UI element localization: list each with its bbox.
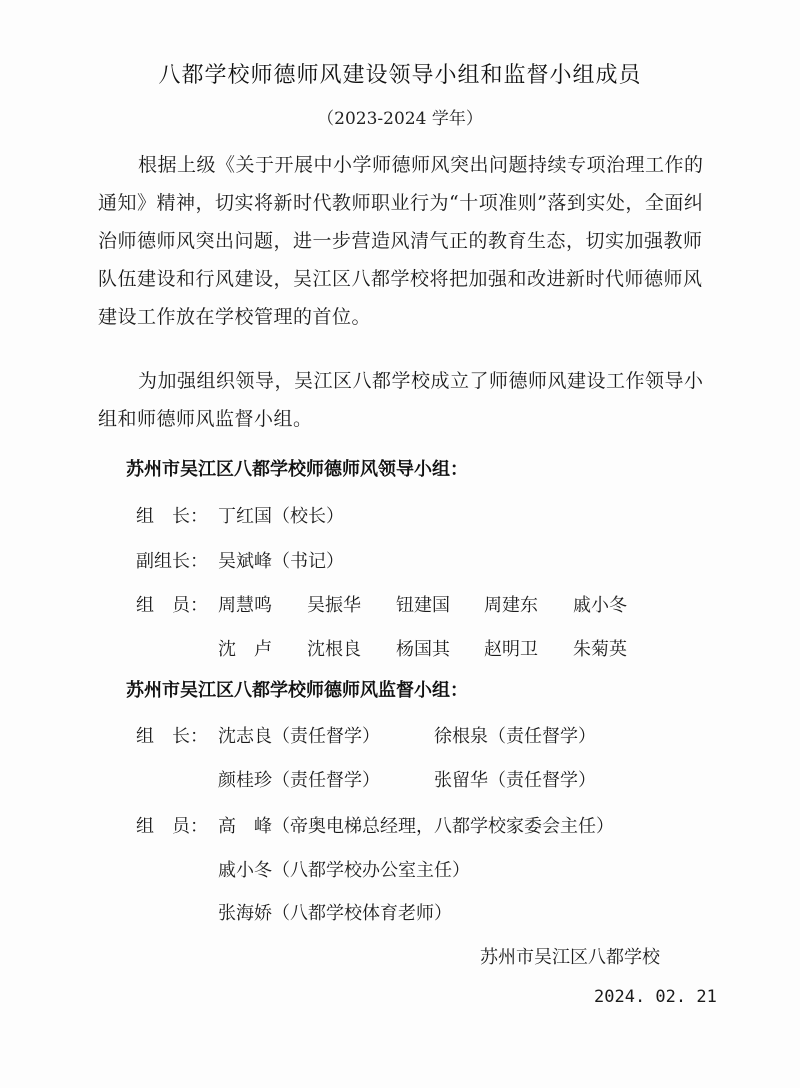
supervision-leader-role-label: 组 长： — [136, 726, 208, 747]
leader-role-label: 组 长： — [136, 506, 208, 527]
deputy-name: 吴斌峰（书记） — [218, 551, 344, 572]
member-name: 吴振华 — [307, 595, 361, 616]
supervision-member-name: 张海娇（八都学校体育老师） — [218, 903, 452, 924]
supervision-member-name: 高 峰（帝奥电梯总经理，八都学校家委会主任） — [218, 816, 614, 837]
member-name: 周建东 — [484, 595, 538, 616]
leadership-group-heading: 苏州市吴江区八都学校师德师风领导小组： — [126, 459, 468, 480]
document-subtitle: （2023-2024 学年） — [317, 109, 483, 129]
member-name: 钮建国 — [396, 595, 450, 616]
supervision-leader-name: 徐根泉（责任督学） — [434, 726, 596, 747]
supervision-group-heading: 苏州市吴江区八都学校师德师风监督小组： — [126, 680, 468, 701]
supervision-leader-name: 颜桂珍（责任督学） — [218, 770, 380, 791]
member-name: 周慧鸣 — [218, 595, 272, 616]
leader-name: 丁红国（校长） — [218, 506, 344, 527]
deputy-role-label: 副组长： — [136, 551, 208, 572]
member-name: 沈 卢 — [218, 639, 272, 660]
supervision-leader-name: 张留华（责任督学） — [434, 770, 596, 791]
signature-school-name: 苏州市吴江区八都学校 — [480, 947, 660, 968]
supervision-member-name: 戚小冬（八都学校办公室主任） — [218, 860, 470, 881]
member-name: 赵明卫 — [484, 639, 538, 660]
member-name: 杨国其 — [396, 639, 450, 660]
signature-date: 2024. 02. 21 — [594, 987, 717, 1007]
members-role-label: 组 员： — [136, 595, 208, 616]
member-name: 戚小冬 — [573, 595, 627, 616]
paragraph-purpose-text: 为加强组织领导，吴江区八都学校成立了师德师风建设工作领导小组和师德师风监督小组。 — [98, 370, 704, 430]
paragraph-intro-text: 根据上级《关于开展中小学师德师风突出问题持续专项治理工作的通知》精神，切实将新时代教师职业行为“十项准则”落到实处，全面纠治师德师风突出问题，进一步营造风清气正的教育生态，切实加强教师队伍建设和行风建设，吴江区八都学校将把加强和改进新时代师德师风建设工作放在学校管理的首位。 — [98, 154, 704, 328]
supervision-leader-name: 沈志良（责任督学） — [218, 726, 380, 747]
paragraph-intro — [98, 146, 708, 336]
paragraph-purpose — [98, 362, 708, 438]
member-name: 朱菊英 — [573, 639, 627, 660]
supervision-members-role-label: 组 员： — [136, 816, 208, 837]
member-name: 沈根良 — [307, 639, 361, 660]
document-title: 八都学校师德师风建设领导小组和监督小组成员 — [158, 63, 642, 88]
